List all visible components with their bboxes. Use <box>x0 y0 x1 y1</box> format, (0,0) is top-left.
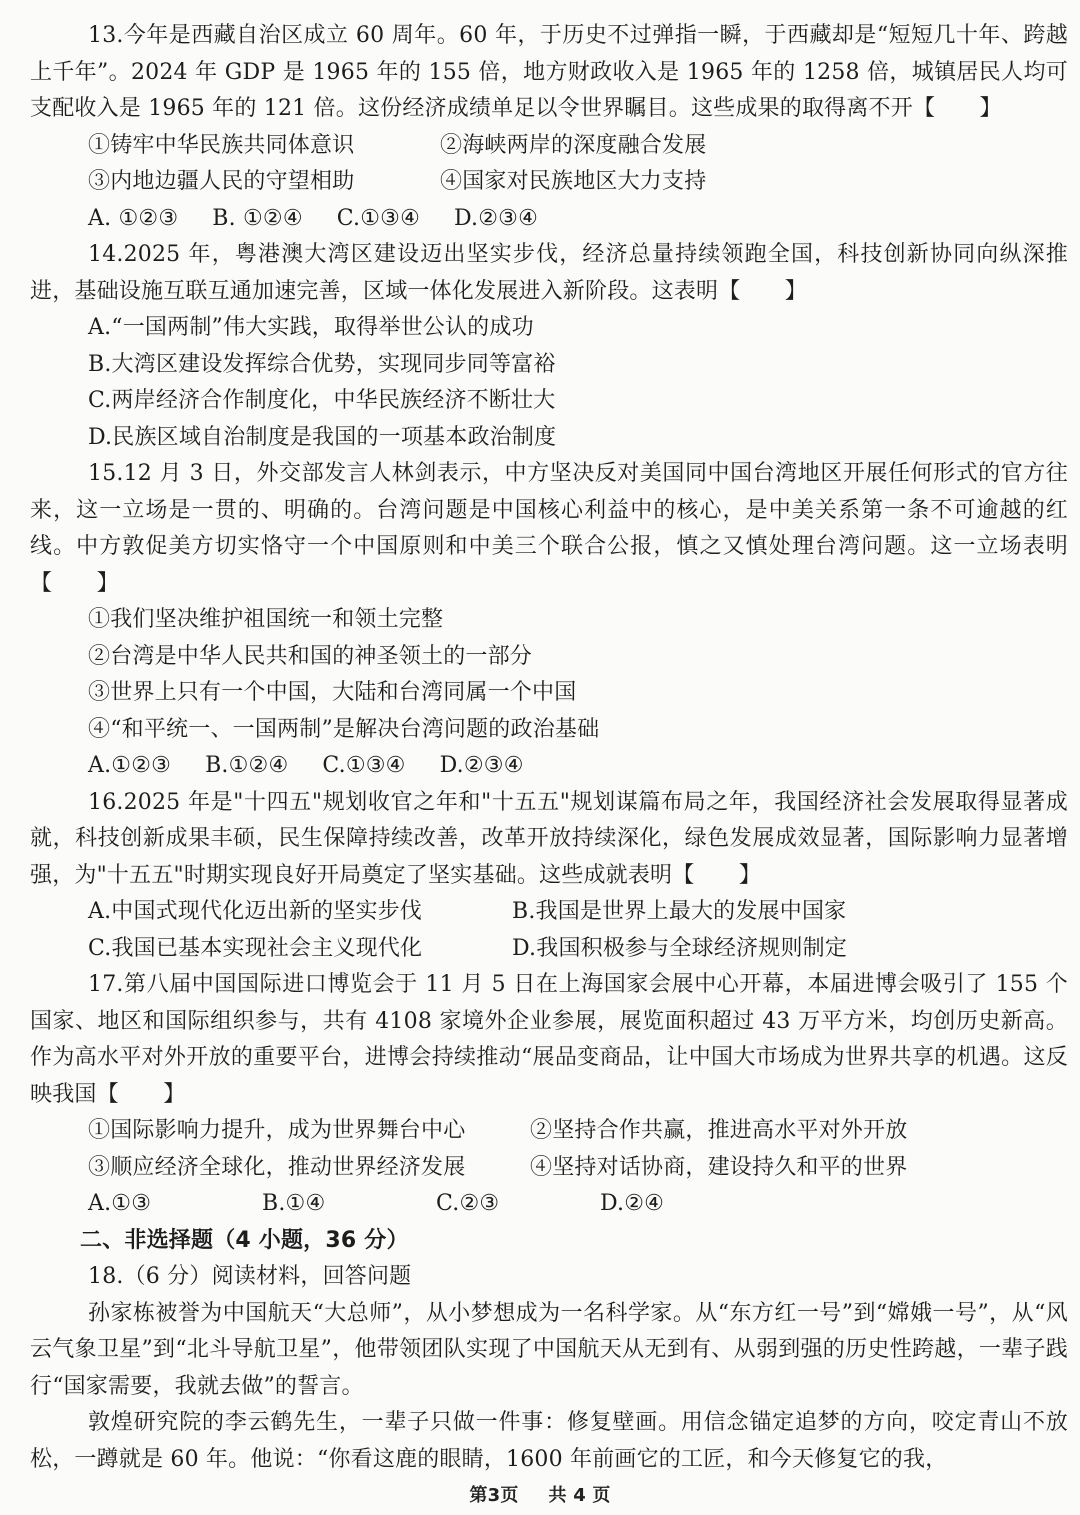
question-15-choice-a[interactable]: A.①②③ <box>88 753 172 778</box>
question-17-choice-d[interactable]: D.②④ <box>600 1191 665 1216</box>
question-13-choice-d[interactable]: D.②③④ <box>454 205 539 231</box>
question-15-choices <box>30 748 1068 785</box>
question-18-material-paragraph-2: 敦煌研究院的李云鹤先生，一辈子只做一件事：修复壁画。用信念锚定追梦的方向，咬定青山不放松，一蹲就是 60 年。他说：“你看这鹿的眼睛，1600 年前画它的工匠，和今天修复它的我， <box>30 1410 1068 1472</box>
page-footer <box>0 1484 1080 1508</box>
question-13-item-1: ①铸牢中华民族共同体意识 <box>88 132 355 158</box>
question-17-item-3: ③顺应经济全球化，推动世界经济发展 <box>88 1154 466 1180</box>
section-2-heading: 二、非选择题（4 小题，36 分） <box>80 1227 409 1253</box>
question-15-stem: 15.12 月 3 日，外交部发言人林剑表示，中方坚决反对美国同中国台湾地区开展任何形式的官方往来，这一立场是一贯的、明确的。台湾问题是中国核心利益中的核心，是中美关系第一条不可逾越的红线。中方敦促美方切实恪守一个中国原则和中美三个联合公报，慎之又慎处理台湾问题。这一立场表明【 】 <box>30 461 1068 596</box>
question-17-stem: 17.第八届中国国际进口博览会于 11 月 5 日在上海国家会展中心开幕，本届进博会吸引了 155 个国家、地区和国际组织参与，共有 4108 家境外企业参展，展览面积超过 43 万平方米，均创历史新高。作为高水平对外开放的重要平台，进博会持续推动“展品变商品，让中国大市场成为世界共享的机遇。这反映我国【 】 <box>30 972 1068 1107</box>
question-16-stem: 16.2025 年是"十四五"规划收官之年和"十五五"规划谋篇布局之年，我国经济社会发展取得显著成就，科技创新成果丰硕，民生保障持续改善，改革开放持续深化，绿色发展成效显著，国际影响力显著增强，为"十五五"时期实现良好开局奠定了坚实基础。这些成就表明【 】 <box>30 789 1068 888</box>
page-number: 第3页 <box>469 1485 519 1506</box>
question-15-choice-d[interactable]: D.②③④ <box>439 753 524 778</box>
question-16-option-d[interactable]: D.我国积极参与全球经济规则制定 <box>512 935 848 961</box>
question-18-stem: 18.（6 分）阅读材料，回答问题 <box>88 1264 412 1289</box>
page-total: 共 4 页 <box>548 1485 611 1506</box>
question-13-stem: 13.今年是西藏自治区成立 60 周年。60 年，于历史不过弹指一瞬，于西藏却是“短短几十年、跨越上千年”。2024 年 GDP 是 1965 年的 155 倍，地方财政收入是 1965 年的 1258 倍，城镇居民人均可支配收入是 1965 年的 121 倍。这份经济成绩单足以令世界瞩目。这些成果的取得离不开【 】 <box>30 23 1068 121</box>
question-17-choice-b[interactable]: B.①④ <box>262 1191 326 1216</box>
question-13-choices <box>30 201 1068 238</box>
question-17-choice-c[interactable]: C.②③ <box>436 1191 500 1216</box>
question-14-option-d[interactable]: D.民族区域自治制度是我国的一项基本政治制度 <box>88 424 557 450</box>
question-15-item-3: ③世界上只有一个中国，大陆和台湾同属一个中国 <box>88 680 577 705</box>
exam-content <box>30 18 1068 1478</box>
question-13-item-3: ③内地边疆人民的守望相助 <box>88 169 355 194</box>
question-16-option-a[interactable]: A.中国式现代化迈出新的坚实步伐 <box>88 899 423 924</box>
question-17-item-2: ②坚持合作共赢，推进高水平对外开放 <box>530 1118 908 1143</box>
question-16-options-row-2 <box>30 931 1068 968</box>
question-17-choices <box>30 1186 1068 1223</box>
question-17-items-row-1 <box>30 1113 1068 1150</box>
question-17-item-1: ①国际影响力提升，成为世界舞台中心 <box>88 1118 466 1143</box>
question-15-item-1: ①我们坚决维护祖国统一和领土完整 <box>88 607 444 632</box>
question-15-choice-b[interactable]: B.①②④ <box>205 753 289 778</box>
question-17-items-row-2 <box>30 1150 1068 1187</box>
question-15-choice-c[interactable]: C.①③④ <box>322 753 406 778</box>
question-14-option-b[interactable]: B.大湾区建设发挥综合优势，实现同步同等富裕 <box>88 351 556 377</box>
question-13-choice-c[interactable]: C.①③④ <box>336 205 420 231</box>
question-16-options-row-1 <box>30 894 1068 931</box>
question-18-material-paragraph-1: 孙家栋被誉为中国航天“大总师”，从小梦想成为一名科学家。从“东方红一号”到“嫦娥一号”，从“风云气象卫星”到“北斗导航卫星”，他带领团队实现了中国航天从无到有、从弱到强的历史性跨越，一辈子践行“国家需要，我就去做”的誓言。 <box>30 1300 1068 1399</box>
question-13-items-row-2 <box>30 164 1068 201</box>
question-15-item-4: ④“和平统一、一国两制”是解决台湾问题的政治基础 <box>88 716 600 742</box>
question-16-option-c[interactable]: C.我国已基本实现社会主义现代化 <box>88 935 423 961</box>
question-13-choice-a[interactable]: A. ①②③ <box>88 205 179 231</box>
question-14-option-a[interactable]: A.“一国两制”伟大实践，取得举世公认的成功 <box>88 315 534 340</box>
question-13-item-4: ④国家对民族地区大力支持 <box>440 169 707 194</box>
question-13-choice-b[interactable]: B. ①②④ <box>212 205 303 231</box>
question-17-choice-a[interactable]: A.①③ <box>88 1191 152 1216</box>
question-15-item-2: ②台湾是中华人民共和国的神圣领土的一部分 <box>88 643 533 669</box>
question-14-stem: 14.2025 年，粤港澳大湾区建设迈出坚实步伐，经济总量持续领跑全国，科技创新协同向纵深推进，基础设施互联互通加速完善，区域一体化发展进入新阶段。这表明【 】 <box>30 242 1068 304</box>
question-16-option-b[interactable]: B.我国是世界上最大的发展中国家 <box>512 899 847 924</box>
question-14-option-c[interactable]: C.两岸经济合作制度化，中华民族经济不断壮大 <box>88 388 556 413</box>
question-13-item-2: ②海峡两岸的深度融合发展 <box>440 132 707 158</box>
question-17-item-4: ④坚持对话协商，建设持久和平的世界 <box>530 1154 908 1180</box>
question-13-items-row-1 <box>30 128 1068 165</box>
